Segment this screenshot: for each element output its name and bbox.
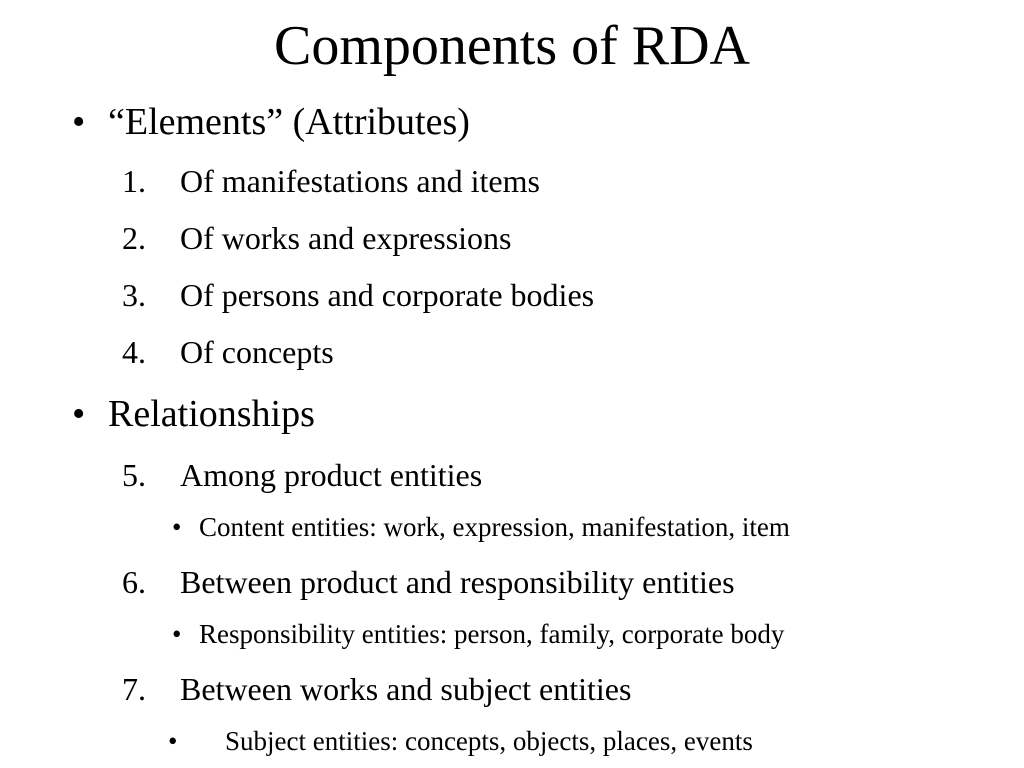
item-number: 1. (122, 163, 146, 199)
item-text: Of manifestations and items (180, 163, 540, 199)
item-text: Among product entities (180, 457, 483, 493)
slide-title: Components of RDA (274, 15, 750, 77)
item-number: 7. (122, 671, 146, 707)
item-text: Of persons and corporate bodies (180, 277, 595, 313)
item-number: 3. (122, 277, 146, 313)
item-number: 5. (122, 457, 146, 493)
item-number: 2. (122, 220, 146, 256)
sub-bullet-marker: • (172, 512, 182, 542)
sub-bullet-text: Responsibility entities: person, family, corporate body (199, 619, 785, 649)
bullet-text: Relationships (108, 393, 315, 435)
sub-bullet-marker: • (172, 619, 182, 649)
item-number: 6. (122, 564, 146, 600)
item-text: Between product and responsibility entities (180, 564, 735, 600)
bullet-text: “Elements” (Attributes) (108, 101, 470, 143)
sub-bullet-marker: • (168, 726, 178, 756)
bullet-marker: • (72, 393, 86, 435)
sub-bullet-text: Subject entities: concepts, objects, places, events (225, 726, 753, 756)
item-number: 4. (122, 334, 146, 370)
item-text: Of works and expressions (180, 220, 512, 256)
item-text: Of concepts (180, 334, 334, 370)
bullet-marker: • (72, 101, 86, 143)
item-text: Between works and subject entities (180, 671, 632, 707)
sub-bullet-text: Content entities: work, expression, manifestation, item (199, 512, 790, 542)
